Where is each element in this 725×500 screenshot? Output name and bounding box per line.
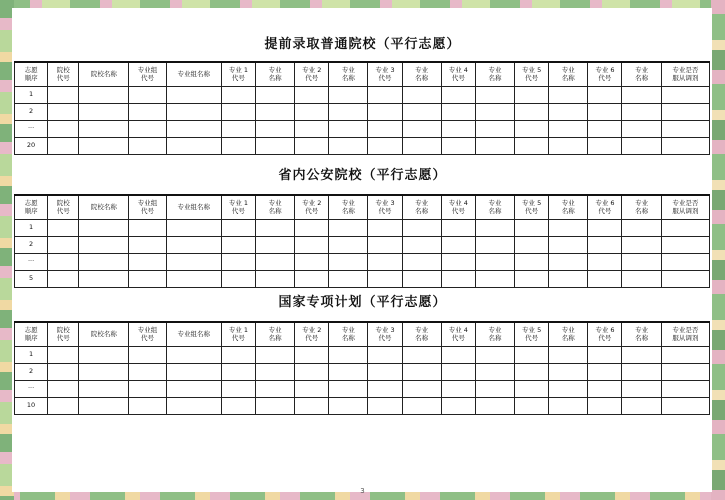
empty-field-cell[interactable]: [256, 103, 295, 120]
empty-field-cell[interactable]: [622, 363, 661, 380]
row-order-cell: 10: [15, 397, 48, 414]
empty-field-cell[interactable]: [549, 363, 588, 380]
empty-field-cell[interactable]: [622, 103, 661, 120]
header-cell: 专业 6 代号: [588, 322, 622, 346]
empty-field-cell[interactable]: [295, 363, 329, 380]
empty-field-cell[interactable]: [441, 363, 475, 380]
empty-field-cell[interactable]: [661, 253, 709, 270]
empty-field-cell[interactable]: [129, 219, 166, 236]
empty-field-cell[interactable]: [475, 363, 514, 380]
table-row: [15, 103, 710, 120]
header-cell: 专业 名称: [475, 322, 514, 346]
empty-field-cell[interactable]: [622, 86, 661, 103]
header-cell: 专业 4 代号: [441, 62, 475, 86]
empty-field-cell[interactable]: [368, 346, 402, 363]
empty-field-cell[interactable]: [221, 219, 255, 236]
empty-field-cell[interactable]: [588, 346, 622, 363]
empty-field-cell[interactable]: [129, 380, 166, 397]
empty-field-cell[interactable]: [588, 380, 622, 397]
header-cell: 专业是否 服从调剂: [661, 322, 709, 346]
header-cell: 专业组名称: [166, 62, 221, 86]
empty-field-cell[interactable]: [79, 120, 129, 137]
empty-field-cell[interactable]: [402, 380, 441, 397]
header-cell: 院校 代号: [48, 322, 79, 346]
table-row: [15, 86, 710, 103]
empty-field-cell[interactable]: [475, 137, 514, 154]
empty-field-cell[interactable]: [129, 120, 166, 137]
empty-field-cell[interactable]: [661, 380, 709, 397]
header-cell: 专业 名称: [329, 322, 368, 346]
header-cell: 专业 名称: [549, 195, 588, 219]
empty-field-cell[interactable]: [129, 137, 166, 154]
empty-field-cell[interactable]: [402, 120, 441, 137]
empty-field-cell[interactable]: [221, 120, 255, 137]
section-title-police-academies: 省内公安院校（平行志愿）: [278, 168, 447, 183]
empty-field-cell[interactable]: [166, 137, 221, 154]
empty-field-cell[interactable]: [256, 219, 295, 236]
header-cell: 专业 名称: [256, 62, 295, 86]
empty-field-cell[interactable]: [622, 236, 661, 253]
empty-field-cell[interactable]: [79, 86, 129, 103]
empty-field-cell[interactable]: [129, 103, 166, 120]
empty-field-cell[interactable]: [221, 236, 255, 253]
empty-field-cell[interactable]: [256, 380, 295, 397]
empty-field-cell[interactable]: [166, 363, 221, 380]
table-row: [15, 397, 710, 414]
empty-field-cell[interactable]: [402, 86, 441, 103]
empty-field-cell[interactable]: [549, 253, 588, 270]
empty-field-cell[interactable]: [549, 86, 588, 103]
header-cell: 专业组 代号: [129, 195, 166, 219]
empty-field-cell[interactable]: [79, 137, 129, 154]
empty-field-cell[interactable]: [79, 397, 129, 414]
header-cell: 专业 1 代号: [221, 195, 255, 219]
empty-field-cell[interactable]: [549, 346, 588, 363]
empty-field-cell[interactable]: [295, 346, 329, 363]
empty-field-cell[interactable]: [221, 380, 255, 397]
empty-field-cell[interactable]: [515, 219, 549, 236]
floral-border-right: [711, 0, 725, 500]
empty-field-cell[interactable]: [549, 380, 588, 397]
empty-field-cell[interactable]: [661, 103, 709, 120]
empty-field-cell[interactable]: [295, 380, 329, 397]
header-cell: 院校名称: [79, 195, 129, 219]
header-cell: 专业 1 代号: [221, 62, 255, 86]
empty-field-cell[interactable]: [166, 253, 221, 270]
empty-field-cell[interactable]: [588, 120, 622, 137]
empty-field-cell[interactable]: [661, 397, 709, 414]
empty-field-cell[interactable]: [549, 103, 588, 120]
row-order-cell: 2: [15, 363, 48, 380]
header-cell: 专业组名称: [166, 195, 221, 219]
section-title-early-admission: 提前录取普通院校（平行志愿）: [264, 37, 461, 52]
empty-field-cell[interactable]: [549, 236, 588, 253]
header-cell: 专业 2 代号: [295, 322, 329, 346]
empty-field-cell[interactable]: [48, 137, 79, 154]
empty-field-cell[interactable]: [166, 120, 221, 137]
header-cell: 专业 6 代号: [588, 62, 622, 86]
empty-field-cell[interactable]: [402, 103, 441, 120]
empty-field-cell[interactable]: [475, 253, 514, 270]
empty-field-cell[interactable]: [475, 219, 514, 236]
empty-field-cell[interactable]: [402, 363, 441, 380]
table-row: [15, 270, 710, 287]
row-order-cell: 2: [15, 236, 48, 253]
empty-field-cell[interactable]: [515, 253, 549, 270]
empty-field-cell[interactable]: [441, 103, 475, 120]
empty-field-cell[interactable]: [622, 346, 661, 363]
empty-field-cell[interactable]: [515, 346, 549, 363]
empty-field-cell[interactable]: [661, 236, 709, 253]
header-cell: 专业是否 服从调剂: [661, 195, 709, 219]
header-cell: 专业 名称: [622, 62, 661, 86]
empty-field-cell[interactable]: [79, 253, 129, 270]
empty-field-cell[interactable]: [441, 380, 475, 397]
empty-field-cell[interactable]: [588, 137, 622, 154]
empty-field-cell[interactable]: [329, 219, 368, 236]
table-national-special-plan: [14, 321, 710, 415]
header-cell: 专业 3 代号: [368, 62, 402, 86]
header-cell: 专业 3 代号: [368, 195, 402, 219]
empty-field-cell[interactable]: [295, 219, 329, 236]
empty-field-cell[interactable]: [402, 397, 441, 414]
empty-field-cell[interactable]: [221, 346, 255, 363]
table-row: [15, 346, 710, 363]
empty-field-cell[interactable]: [295, 253, 329, 270]
empty-field-cell[interactable]: [166, 397, 221, 414]
empty-field-cell[interactable]: [256, 346, 295, 363]
header-row: [15, 322, 710, 346]
empty-field-cell[interactable]: [166, 380, 221, 397]
header-cell: 专业 名称: [402, 195, 441, 219]
header-cell: 专业 4 代号: [441, 322, 475, 346]
empty-field-cell[interactable]: [295, 270, 329, 287]
header-row: [15, 195, 710, 219]
floral-border-top: [0, 0, 725, 8]
empty-field-cell[interactable]: [402, 270, 441, 287]
empty-field-cell[interactable]: [368, 103, 402, 120]
empty-field-cell[interactable]: [475, 236, 514, 253]
empty-field-cell[interactable]: [441, 236, 475, 253]
empty-field-cell[interactable]: [622, 137, 661, 154]
empty-field-cell[interactable]: [295, 86, 329, 103]
header-cell: 志愿 顺序: [15, 62, 48, 86]
header-cell: 专业 1 代号: [221, 322, 255, 346]
row-order-cell: 5: [15, 270, 48, 287]
empty-field-cell[interactable]: [48, 270, 79, 287]
header-cell: 专业 名称: [256, 195, 295, 219]
empty-field-cell[interactable]: [329, 103, 368, 120]
row-order-cell: 2: [15, 103, 48, 120]
header-cell: 专业 名称: [329, 195, 368, 219]
empty-field-cell[interactable]: [622, 253, 661, 270]
row-order-cell: ···: [15, 120, 48, 137]
empty-field-cell[interactable]: [368, 363, 402, 380]
empty-field-cell[interactable]: [368, 397, 402, 414]
header-cell: 专业 名称: [622, 322, 661, 346]
empty-field-cell[interactable]: [515, 380, 549, 397]
empty-field-cell[interactable]: [295, 397, 329, 414]
empty-field-cell[interactable]: [129, 253, 166, 270]
empty-field-cell[interactable]: [221, 137, 255, 154]
empty-field-cell[interactable]: [221, 103, 255, 120]
header-cell: 院校名称: [79, 322, 129, 346]
empty-field-cell[interactable]: [129, 86, 166, 103]
empty-field-cell[interactable]: [515, 120, 549, 137]
empty-field-cell[interactable]: [48, 86, 79, 103]
empty-field-cell[interactable]: [329, 363, 368, 380]
empty-field-cell[interactable]: [588, 236, 622, 253]
header-cell: 专业组 代号: [129, 62, 166, 86]
empty-field-cell[interactable]: [79, 103, 129, 120]
empty-field-cell[interactable]: [368, 253, 402, 270]
empty-field-cell[interactable]: [256, 270, 295, 287]
empty-field-cell[interactable]: [129, 270, 166, 287]
empty-field-cell[interactable]: [515, 103, 549, 120]
empty-field-cell[interactable]: [549, 397, 588, 414]
empty-field-cell[interactable]: [661, 270, 709, 287]
page-number: 3: [360, 487, 365, 495]
empty-field-cell[interactable]: [549, 137, 588, 154]
table-row: [15, 253, 710, 270]
empty-field-cell[interactable]: [588, 270, 622, 287]
empty-field-cell[interactable]: [588, 103, 622, 120]
empty-field-cell[interactable]: [166, 219, 221, 236]
empty-field-cell[interactable]: [441, 137, 475, 154]
header-cell: 专业 名称: [402, 322, 441, 346]
empty-field-cell[interactable]: [48, 103, 79, 120]
empty-field-cell[interactable]: [402, 253, 441, 270]
empty-field-cell[interactable]: [368, 236, 402, 253]
row-order-cell: 1: [15, 86, 48, 103]
header-cell: 专业 名称: [622, 195, 661, 219]
header-cell: 专业 6 代号: [588, 195, 622, 219]
empty-field-cell[interactable]: [402, 236, 441, 253]
empty-field-cell[interactable]: [48, 397, 79, 414]
empty-field-cell[interactable]: [441, 219, 475, 236]
empty-field-cell[interactable]: [221, 397, 255, 414]
table-row: [15, 363, 710, 380]
table-body: [15, 86, 710, 154]
empty-field-cell[interactable]: [48, 120, 79, 137]
empty-field-cell[interactable]: [368, 380, 402, 397]
empty-field-cell[interactable]: [221, 86, 255, 103]
empty-field-cell[interactable]: [329, 346, 368, 363]
empty-field-cell[interactable]: [256, 253, 295, 270]
empty-field-cell[interactable]: [588, 363, 622, 380]
empty-field-cell[interactable]: [475, 86, 514, 103]
header-cell: 专业是否 服从调剂: [661, 62, 709, 86]
empty-field-cell[interactable]: [256, 120, 295, 137]
empty-field-cell[interactable]: [256, 363, 295, 380]
header-cell: 专业组 代号: [129, 322, 166, 346]
empty-field-cell[interactable]: [256, 86, 295, 103]
header-cell: 志愿 顺序: [15, 195, 48, 219]
header-cell: 专业 3 代号: [368, 322, 402, 346]
empty-field-cell[interactable]: [588, 397, 622, 414]
empty-field-cell[interactable]: [329, 236, 368, 253]
empty-field-cell[interactable]: [475, 120, 514, 137]
empty-field-cell[interactable]: [166, 236, 221, 253]
header-cell: 专业 名称: [475, 62, 514, 86]
empty-field-cell[interactable]: [549, 120, 588, 137]
header-cell: 院校 代号: [48, 195, 79, 219]
empty-field-cell[interactable]: [441, 253, 475, 270]
empty-field-cell[interactable]: [441, 397, 475, 414]
header-cell: 专业 名称: [475, 195, 514, 219]
row-order-cell: 1: [15, 346, 48, 363]
empty-field-cell[interactable]: [441, 346, 475, 363]
table-early-admission: [14, 61, 710, 155]
empty-field-cell[interactable]: [475, 346, 514, 363]
empty-field-cell[interactable]: [48, 363, 79, 380]
table-body: [15, 219, 710, 287]
empty-field-cell[interactable]: [368, 219, 402, 236]
empty-field-cell[interactable]: [368, 120, 402, 137]
header-cell: 专业 4 代号: [441, 195, 475, 219]
empty-field-cell[interactable]: [166, 270, 221, 287]
empty-field-cell[interactable]: [329, 120, 368, 137]
empty-field-cell[interactable]: [622, 270, 661, 287]
empty-field-cell[interactable]: [622, 120, 661, 137]
empty-field-cell[interactable]: [329, 397, 368, 414]
empty-field-cell[interactable]: [295, 103, 329, 120]
empty-field-cell[interactable]: [329, 253, 368, 270]
empty-field-cell[interactable]: [329, 270, 368, 287]
empty-field-cell[interactable]: [588, 86, 622, 103]
header-cell: 专业 5 代号: [515, 62, 549, 86]
empty-field-cell[interactable]: [549, 219, 588, 236]
empty-field-cell[interactable]: [48, 346, 79, 363]
empty-field-cell[interactable]: [661, 219, 709, 236]
table-row: [15, 219, 710, 236]
empty-field-cell[interactable]: [475, 397, 514, 414]
empty-field-cell[interactable]: [402, 219, 441, 236]
empty-field-cell[interactable]: [256, 397, 295, 414]
empty-field-cell[interactable]: [622, 380, 661, 397]
empty-field-cell[interactable]: [441, 270, 475, 287]
empty-field-cell[interactable]: [368, 86, 402, 103]
empty-field-cell[interactable]: [402, 346, 441, 363]
empty-field-cell[interactable]: [221, 253, 255, 270]
header-cell: 专业 名称: [549, 62, 588, 86]
empty-field-cell[interactable]: [368, 137, 402, 154]
empty-field-cell[interactable]: [475, 103, 514, 120]
empty-field-cell[interactable]: [329, 137, 368, 154]
empty-field-cell[interactable]: [661, 137, 709, 154]
table-row: [15, 120, 710, 137]
empty-field-cell[interactable]: [129, 363, 166, 380]
empty-field-cell[interactable]: [329, 380, 368, 397]
empty-field-cell[interactable]: [549, 270, 588, 287]
empty-field-cell[interactable]: [48, 219, 79, 236]
header-row: [15, 62, 710, 86]
empty-field-cell[interactable]: [129, 397, 166, 414]
header-cell: 专业 名称: [549, 322, 588, 346]
empty-field-cell[interactable]: [79, 270, 129, 287]
header-cell: 专业 2 代号: [295, 62, 329, 86]
empty-field-cell[interactable]: [661, 346, 709, 363]
header-cell: 专业 5 代号: [515, 322, 549, 346]
empty-field-cell[interactable]: [661, 363, 709, 380]
empty-field-cell[interactable]: [622, 397, 661, 414]
header-cell: 院校名称: [79, 62, 129, 86]
empty-field-cell[interactable]: [368, 270, 402, 287]
empty-field-cell[interactable]: [661, 120, 709, 137]
empty-field-cell[interactable]: [79, 380, 129, 397]
empty-field-cell[interactable]: [129, 236, 166, 253]
empty-field-cell[interactable]: [295, 120, 329, 137]
header-cell: 专业 名称: [256, 322, 295, 346]
empty-field-cell[interactable]: [515, 137, 549, 154]
empty-field-cell[interactable]: [588, 219, 622, 236]
empty-field-cell[interactable]: [475, 380, 514, 397]
empty-field-cell[interactable]: [79, 219, 129, 236]
empty-field-cell[interactable]: [588, 253, 622, 270]
empty-field-cell[interactable]: [221, 363, 255, 380]
row-order-cell: ···: [15, 253, 48, 270]
empty-field-cell[interactable]: [515, 236, 549, 253]
table-row: [15, 137, 710, 154]
empty-field-cell[interactable]: [79, 346, 129, 363]
empty-field-cell[interactable]: [515, 397, 549, 414]
empty-field-cell[interactable]: [256, 236, 295, 253]
empty-field-cell[interactable]: [79, 363, 129, 380]
empty-field-cell[interactable]: [295, 236, 329, 253]
header-cell: 专业 名称: [402, 62, 441, 86]
empty-field-cell[interactable]: [622, 219, 661, 236]
empty-field-cell[interactable]: [166, 103, 221, 120]
empty-field-cell[interactable]: [221, 270, 255, 287]
header-cell: 专业组名称: [166, 322, 221, 346]
header-cell: 志愿 顺序: [15, 322, 48, 346]
header-cell: 院校 代号: [48, 62, 79, 86]
empty-field-cell[interactable]: [166, 86, 221, 103]
empty-field-cell[interactable]: [475, 270, 514, 287]
empty-field-cell[interactable]: [441, 86, 475, 103]
row-order-cell: ···: [15, 380, 48, 397]
section-title-national-special-plan: 国家专项计划（平行志愿）: [278, 295, 447, 310]
empty-field-cell[interactable]: [402, 137, 441, 154]
table-police-academies: [14, 194, 710, 288]
empty-field-cell[interactable]: [515, 270, 549, 287]
empty-field-cell[interactable]: [48, 253, 79, 270]
empty-field-cell[interactable]: [256, 137, 295, 154]
table-body: [15, 346, 710, 414]
table-row: [15, 380, 710, 397]
empty-field-cell[interactable]: [661, 86, 709, 103]
row-order-cell: 1: [15, 219, 48, 236]
header-cell: 专业 名称: [329, 62, 368, 86]
empty-field-cell[interactable]: [129, 346, 166, 363]
empty-field-cell[interactable]: [48, 380, 79, 397]
empty-field-cell[interactable]: [329, 86, 368, 103]
empty-field-cell[interactable]: [515, 363, 549, 380]
header-cell: 专业 2 代号: [295, 195, 329, 219]
empty-field-cell[interactable]: [166, 346, 221, 363]
header-cell: 专业 5 代号: [515, 195, 549, 219]
empty-field-cell[interactable]: [79, 236, 129, 253]
empty-field-cell[interactable]: [515, 86, 549, 103]
table-row: [15, 236, 710, 253]
empty-field-cell[interactable]: [441, 120, 475, 137]
empty-field-cell[interactable]: [48, 236, 79, 253]
empty-field-cell[interactable]: [295, 137, 329, 154]
row-order-cell: 20: [15, 137, 48, 154]
